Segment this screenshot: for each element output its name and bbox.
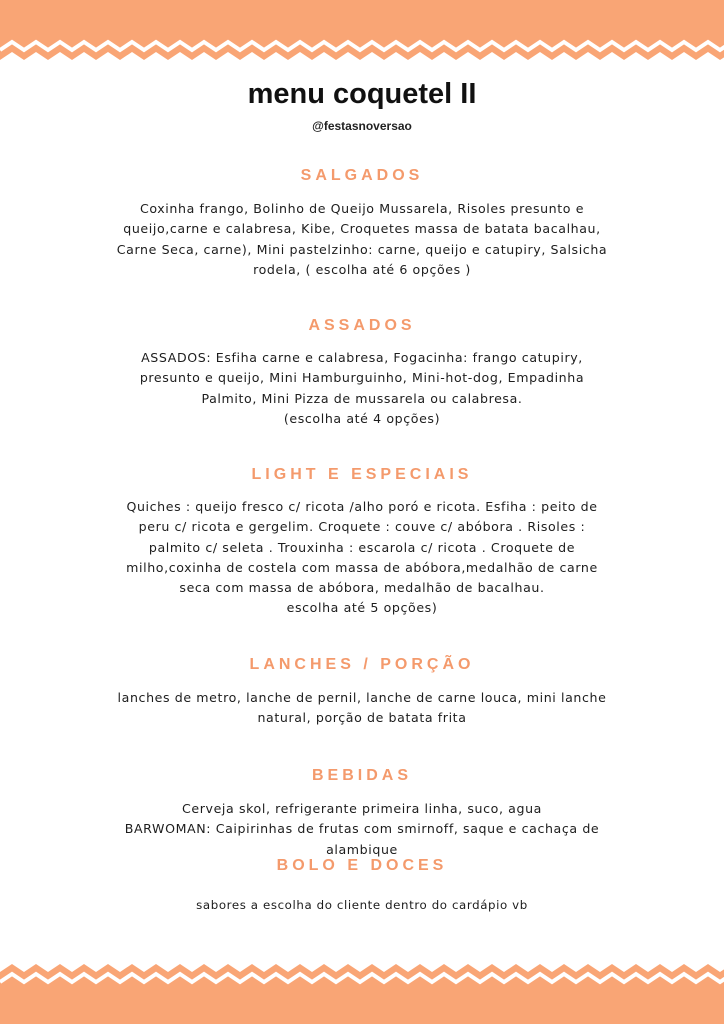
page-title: menu coquetel II xyxy=(247,78,477,110)
menu-line: Carne Seca, carne), Mini pastelzinho: carne, queijo e catupiry, Salsicha xyxy=(116,241,608,257)
menu-line: escolha até 5 opções) xyxy=(286,600,438,616)
menu-line: alambique xyxy=(326,841,398,857)
section-title-lanches-porcao: LANCHES / PORÇÃO xyxy=(249,656,475,673)
menu-line: presunto e queijo, Mini Hamburguinho, Mini-hot-dog, Empadinha xyxy=(139,370,585,386)
section-body-assados xyxy=(62,348,662,429)
section-body-lanches-porcao xyxy=(62,688,662,729)
section-body-bolo-doces xyxy=(62,895,662,915)
menu-line: palmito c/ seleta . Trouxinha : escarola c/ ricota . Croquete de xyxy=(148,539,576,555)
menu-line: peru c/ ricota e gergelim. Croquete : couve c/ abóbora . Risoles : xyxy=(138,519,586,535)
section-title-assados: ASSADOS xyxy=(308,317,416,334)
bottom-decorative-band xyxy=(0,952,724,1024)
menu-line: queijo,carne e calabresa, Kibe, Croquetes massa de batata bacalhau, xyxy=(123,221,601,237)
section-body-light-especiais xyxy=(62,497,662,619)
section-body-salgados xyxy=(62,199,662,280)
menu-line: Palmito, Mini Pizza de mussarela ou calabresa. xyxy=(201,390,523,406)
menu-line: sabores a escolha do cliente dentro do cardápio vb xyxy=(196,898,528,912)
social-handle: @festasnoversao xyxy=(312,119,412,133)
menu-line: rodela, ( escolha até 6 opções ) xyxy=(253,261,471,277)
menu-line: seca com massa de abóbora, medalhão de bacalhau. xyxy=(179,580,545,596)
section-title-light-especiais: LIGHT E ESPECIAIS xyxy=(251,466,473,483)
top-decorative-band xyxy=(0,0,724,72)
menu-line: Cerveja skol, refrigerante primeira linha, suco, agua xyxy=(182,801,542,816)
menu-line: ASSADOS: Esfiha carne e calabresa, Fogacinha: frango catupiry, xyxy=(141,350,583,365)
section-body-bebidas xyxy=(62,799,662,860)
section-title-bolo-doces: BOLO E DOCES xyxy=(276,857,448,874)
menu-line: BARWOMAN: Caipirinhas de frutas com smirnoff, saque e cachaça de xyxy=(124,821,600,837)
section-title-salgados: SALGADOS xyxy=(300,167,424,184)
menu-line: (escolha até 4 opções) xyxy=(283,410,441,426)
menu-line: Quiches : queijo fresco c/ ricota /alho poró e ricota. Esfiha : peito de xyxy=(126,499,598,514)
menu-line: milho,coxinha de costela com massa de abóbora,medalhão de carne xyxy=(126,559,598,575)
menu-line: lanches de metro, lanche de pernil, lanche de carne louca, mini lanche xyxy=(117,690,607,705)
menu-line: natural, porção de batata frita xyxy=(257,710,467,726)
section-title-bebidas: BEBIDAS xyxy=(311,767,412,784)
menu-line: Coxinha frango, Bolinho de Queijo Mussarela, Risoles presunto e xyxy=(139,201,585,216)
